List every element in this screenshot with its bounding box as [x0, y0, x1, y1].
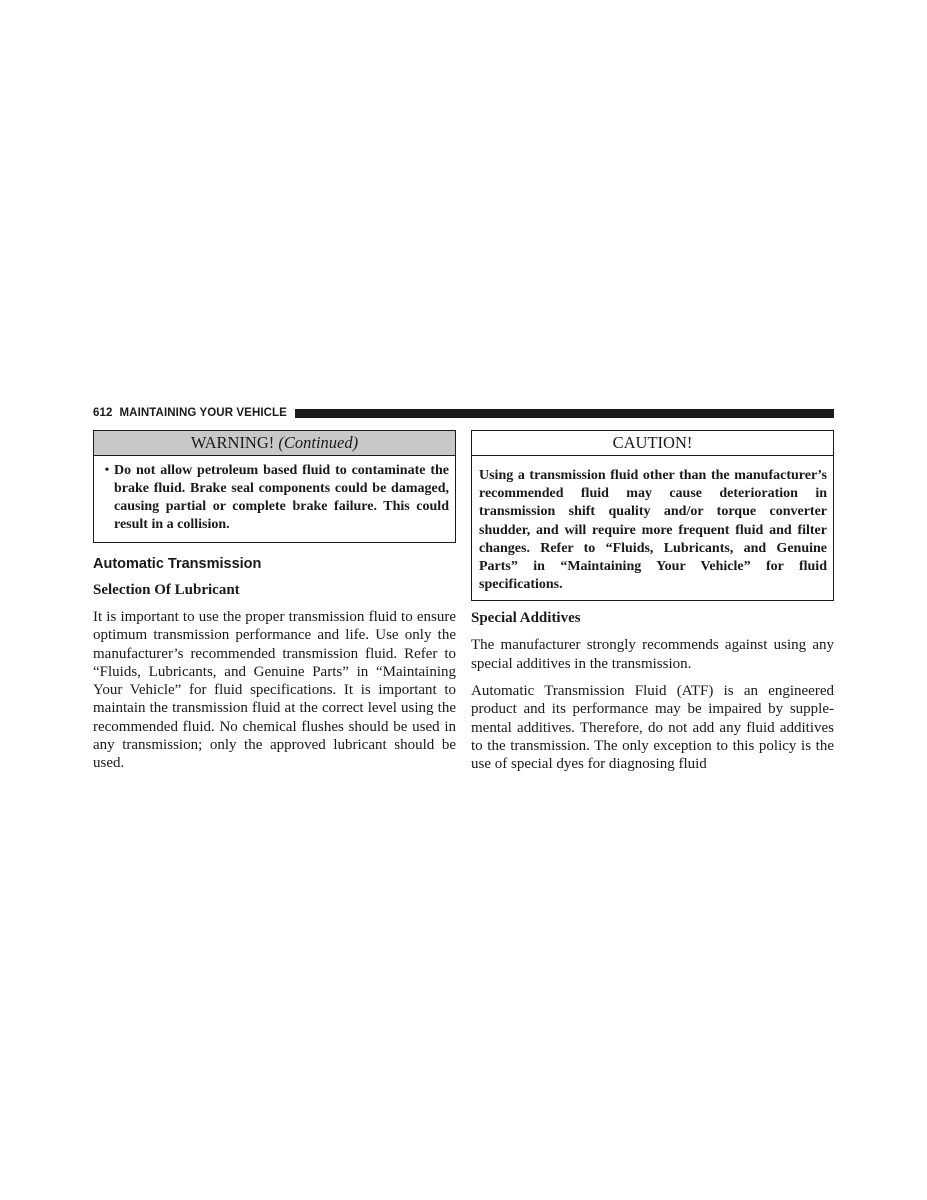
- page-header: [93, 405, 834, 421]
- warning-box: [93, 430, 456, 543]
- warning-item: [100, 462, 449, 534]
- heading-selection-of-lubricant: Selection Of Lubricant: [93, 582, 240, 598]
- right-column: [471, 430, 834, 774]
- caution-body: Using a transmission fluid other than the manufacturer’s recommended fluid may cause deterioration in transmission shift quality and/or torque converter shudder, and will require more frequent fluid and filter changes. Refer to “Fluids, Lubricants, and Genuine Parts” in “Maintaining Your Vehicle” for fluid specifications.: [479, 468, 827, 593]
- warning-continued: (Continued): [278, 433, 359, 452]
- lubricant-paragraph: It is important to use the proper transmission fluid to ensure optimum transmission performance and life. Use only the manufacturer’s recommended transmission fluid. Refer to “Fluids, Lubricants, and Genuine Parts” in “Maintaining Your Vehicle” for fluid specifications. It is important to maintain the transmission fluid at the correct level using the recommended fluid. No chemical flushes should be used in any transmission; only the approved lubricant should be used.: [93, 609, 456, 772]
- warning-title: [94, 431, 455, 456]
- caution-box: [471, 430, 834, 601]
- heading-automatic-transmission: Automatic Transmission: [93, 556, 262, 572]
- warning-item-text: Do not allow petroleum based fluid to contaminate the brake fluid. Brake seal components could be damaged, causing partial or complete brake failure. This could result in a collision.: [114, 463, 449, 532]
- bullet-icon: •: [104, 463, 110, 478]
- heading-special-additives: Special Additives: [471, 610, 581, 627]
- warning-body: [94, 456, 455, 542]
- left-column: [93, 430, 456, 773]
- additives-paragraph-2: Automatic Transmission Fluid (ATF) is an engineered product and its performance may be impaired by supplemental additives. Therefore, do not add any fluid additives to the transmission. The only exception to this policy is the use of special dyes for diagnosing fluid: [471, 683, 834, 773]
- caution-title: CAUTION!: [472, 431, 833, 456]
- warning-title-text: WARNING!: [190, 433, 275, 452]
- section-title: MAINTAINING YOUR VEHICLE: [119, 407, 287, 419]
- page-number: 612: [93, 407, 113, 419]
- header-rule: [295, 409, 834, 418]
- additives-paragraph-1: The manufacturer strongly recommends against using any special additives in the transmission.: [471, 637, 834, 672]
